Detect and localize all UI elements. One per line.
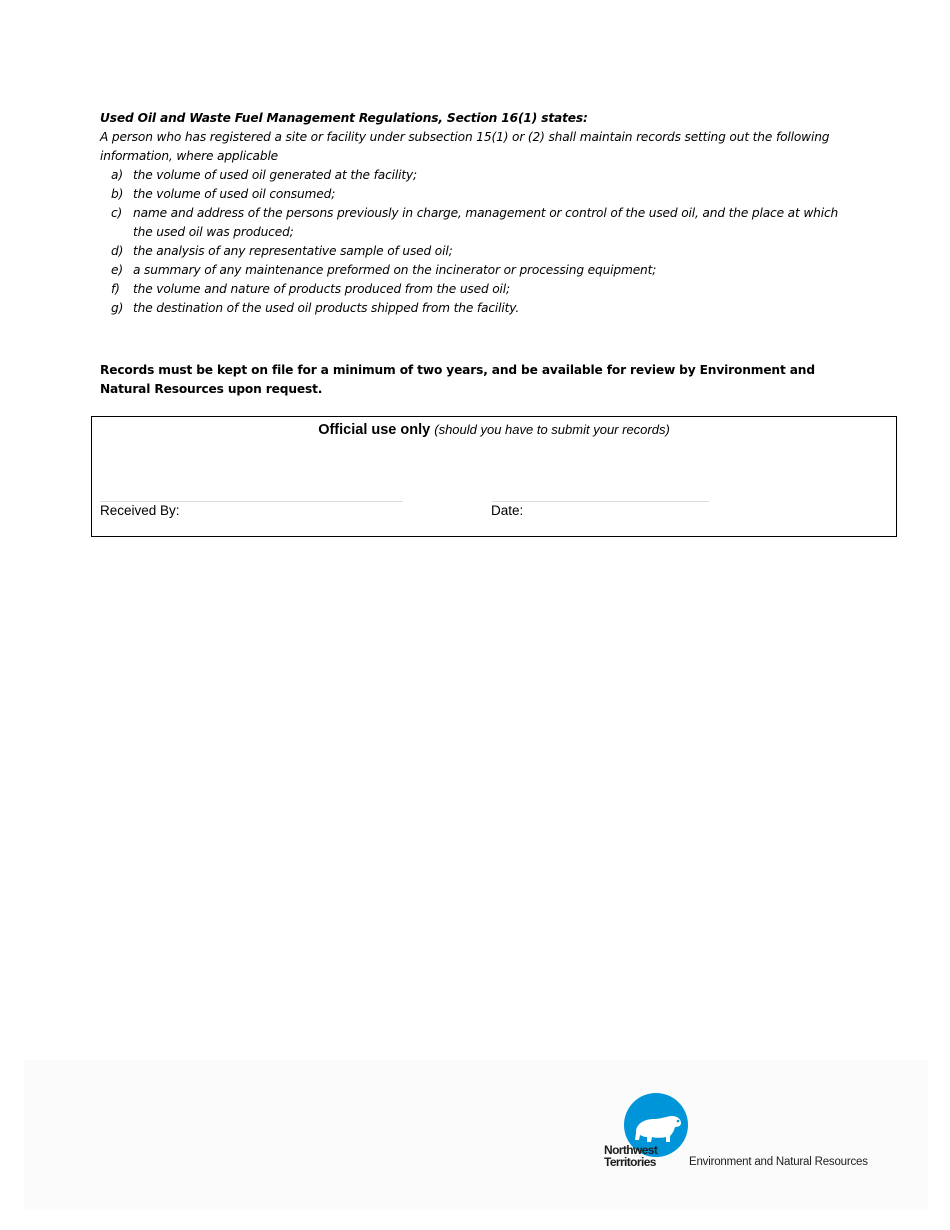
official-use-box xyxy=(91,416,897,537)
regulation-section xyxy=(100,109,840,318)
regulation-intro: A person who has registered a site or facility under subsection 15(1) or (2) shall maintain records setting out the following information, where applicable xyxy=(100,130,830,163)
list-item xyxy=(100,166,840,185)
department-name: Environment and Natural Resources xyxy=(689,1156,868,1168)
list-item-text: the analysis of any representative sample of used oil; xyxy=(133,244,453,258)
logo-line-territories: Territories xyxy=(604,1155,656,1169)
list-item-text: a summary of any maintenance preformed on the incinerator or processing equipment; xyxy=(133,263,657,277)
list-marker: d) xyxy=(111,244,124,258)
list-item xyxy=(100,261,840,280)
list-item xyxy=(100,242,840,261)
list-item-text: the destination of the used oil products shipped from the facility. xyxy=(133,301,520,315)
list-item xyxy=(100,185,840,204)
received-by-signature-line[interactable] xyxy=(100,501,403,502)
list-marker: f) xyxy=(111,282,120,296)
list-marker: g) xyxy=(111,301,124,315)
official-use-title xyxy=(92,422,896,438)
list-item-text: the volume and nature of products produced from the used oil; xyxy=(133,282,510,296)
list-item-text: name and address of the persons previously in charge, management or control of the used oil, and the place at which the used oil was produced; xyxy=(133,206,839,239)
list-item xyxy=(100,280,840,299)
received-by-label: Received By: xyxy=(100,503,180,518)
list-marker: c) xyxy=(111,206,123,220)
official-use-note: (should you have to submit your records) xyxy=(434,422,670,437)
list-item xyxy=(100,299,840,318)
list-marker: b) xyxy=(111,187,124,201)
list-item xyxy=(100,204,840,242)
record-retention-notice: Records must be kept on file for a minimum of two years, and be available for review by Environment and Natural Resources upon request. xyxy=(100,363,815,396)
footer-band xyxy=(24,1060,928,1210)
list-item-text: the volume of used oil consumed; xyxy=(133,187,336,201)
official-use-heading: Official use only xyxy=(318,422,431,438)
date-signature-line[interactable] xyxy=(492,501,709,502)
date-label: Date: xyxy=(491,503,524,518)
logo-wordmark xyxy=(604,1144,657,1168)
list-marker: e) xyxy=(111,263,123,277)
list-item-text: the volume of used oil generated at the facility; xyxy=(133,168,417,182)
regulation-heading: Used Oil and Waste Fuel Management Regulations, Section 16(1) states: xyxy=(100,111,588,125)
regulation-list xyxy=(100,166,840,318)
list-marker: a) xyxy=(111,168,123,182)
logo-line-northwest: Northwest xyxy=(604,1143,658,1157)
